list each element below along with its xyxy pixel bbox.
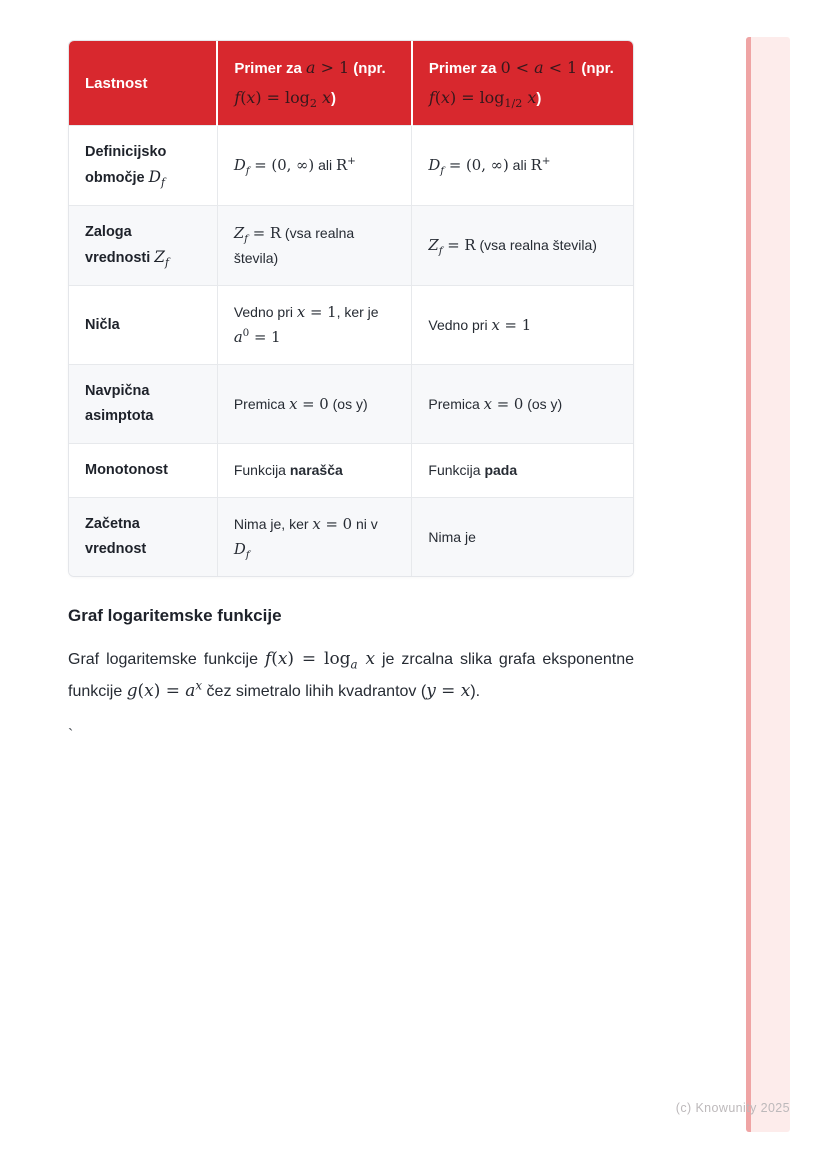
header-cell-primer-a-gt-1: Primer za a > 1 (npr. $f(x) = \log_2 x$) [217, 41, 412, 126]
row-value-a-gt-1: Funkcija narašča [217, 444, 412, 498]
table-row-nicla [69, 286, 633, 365]
table-row-monotonost [69, 444, 633, 498]
page-content [68, 40, 634, 745]
copyright-text: (c) Knowunity 2025 [675, 1101, 790, 1115]
page-edge-stripe [746, 37, 790, 1132]
row-value-a-gt-1: Vedno pri x = 1, ker je $a^0 = 1$ [217, 286, 412, 365]
row-label: Monotonost [69, 444, 217, 498]
header-cell-lastnost: Lastnost [69, 41, 217, 126]
row-label: Navpična asimptota [69, 365, 217, 444]
row-value-a-gt-1: Premica x = 0 (os y) [217, 365, 412, 444]
section-heading: Graf logaritemske funkcije [68, 606, 282, 625]
row-value-a-gt-1: $D_f = (0$, ∞) ali R+ [217, 126, 412, 206]
row-value-a-lt-1: Premica x = 0 (os y) [412, 365, 633, 444]
section-paragraph: Graf logaritemske funkcije $f(x) = \log_a x$ je zrcalna slika grafa eksponentne funkcije $g(x) = a^x$ čez simetralo lihih kvadrantov (y = x). [68, 648, 634, 700]
row-value-a-lt-1: $D_f = (0$, ∞) ali R+ [412, 126, 633, 206]
stray-backtick: ` [68, 727, 74, 744]
row-label: Zaloga vrednosti $Z_f$ [69, 206, 217, 286]
table-row-definicijsko-obmocje [69, 126, 633, 206]
table-row-navpicna-asimptota [69, 365, 633, 444]
table-row-zaloga-vrednosti [69, 206, 633, 286]
row-value-a-gt-1: Nima je, ker x = 0 ni v $D_f$ [217, 498, 412, 577]
row-value-a-lt-1: Vedno pri x = 1 [412, 286, 633, 365]
row-label: Začetna vrednost [69, 498, 217, 577]
table-header-row [69, 41, 633, 126]
row-value-a-lt-1: $Z_f = R$ (vsa realna števila) [412, 206, 633, 286]
stripe-edge-line [746, 37, 751, 1132]
row-label: Definicijsko območje $D_f$ [69, 126, 217, 206]
row-value-a-gt-1: $Z_f = R$ (vsa realna števila) [217, 206, 412, 286]
header-cell-primer-a-lt-1: Primer za 0 < a < 1 (npr. $f(x) = \log_{1/2} x$) [412, 41, 633, 126]
row-value-a-lt-1: Funkcija pada [412, 444, 633, 498]
row-label: Ničla [69, 286, 217, 365]
row-value-a-lt-1: Nima je [412, 498, 633, 577]
log-function-properties-table [68, 40, 634, 577]
table-row-zacetna-vrednost [69, 498, 633, 577]
